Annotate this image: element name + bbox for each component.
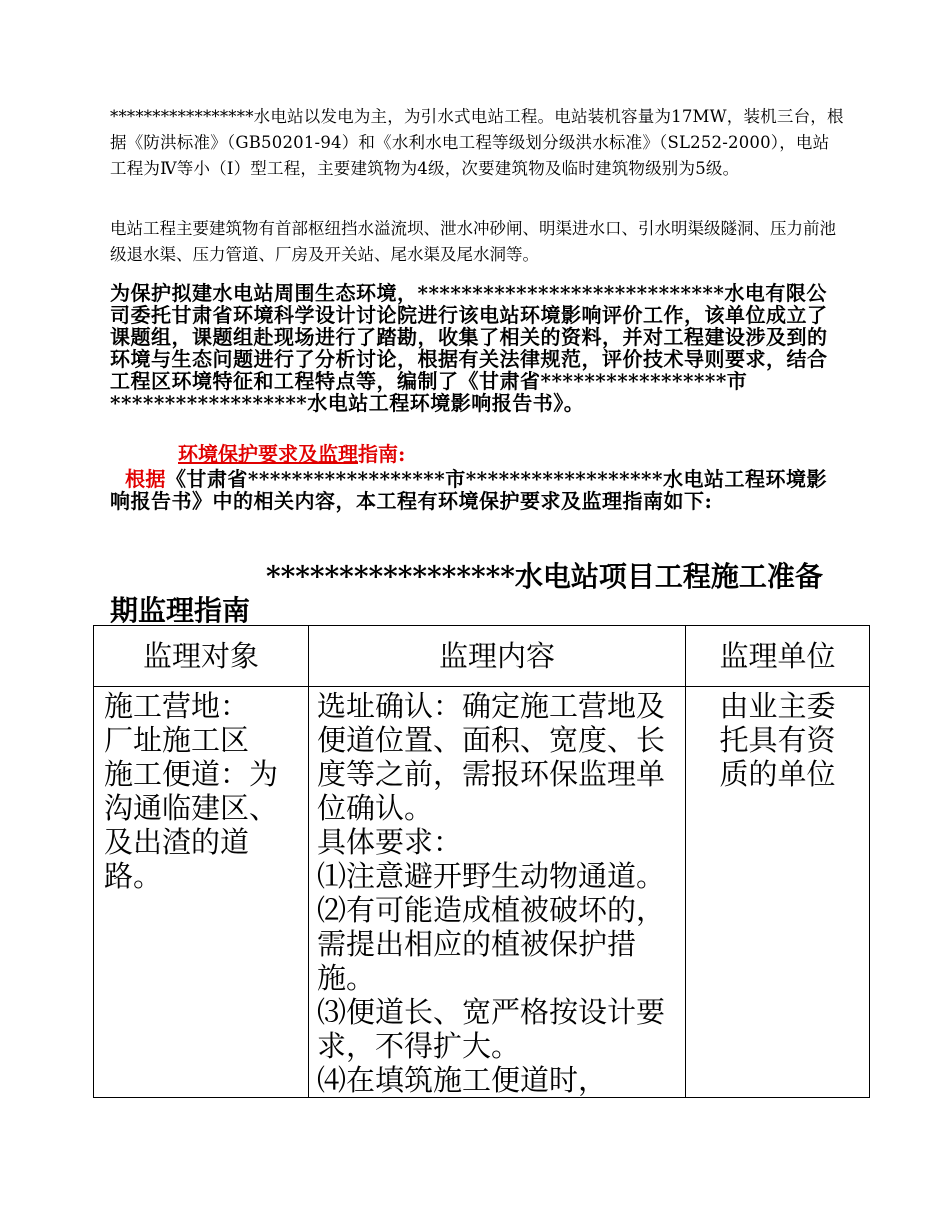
table-row bbox=[94, 687, 870, 1098]
cell-object-text: 施工营地： 厂址施工区 施工便道：为沟通临建区、及出渣的道路。 bbox=[104, 689, 279, 893]
guide-heading bbox=[178, 442, 405, 466]
basis-text: 《甘肃省******************市******************水电站工程环境影响报告书》中的相关内容，本工程有环境保护要求及监理指南如下: bbox=[110, 467, 827, 513]
cell-unit-text: 由业主委托具有资质的单位 bbox=[719, 689, 836, 791]
guide-heading-underlined: 环境保护要求及监理 bbox=[178, 442, 358, 466]
intro-paragraph-1: *****************水电站以发电为主，为引水式电站工程。电站装机容量为17MW，装机三台，根据《防洪标准》（GB50201-94）和《水利水电工程等级划分级洪水标准》（SL252-2000），电站工程为Ⅳ等小（Ⅰ）型工程，主要建筑物为4级，次要建筑物及临时建筑物级别为5级。 bbox=[110, 107, 844, 178]
cell-unit bbox=[686, 687, 870, 1098]
cell-content-text: 选址确认：确定施工营地及便道位置、面积、宽度、长度等之前，需报环保监理单位确认。 具体要求： ⑴注意避开野生动物通道。 ⑵有可能造成植被破坏的，需提出相应的植被保护措施。 ⑶便道长、宽严格按设计要求，不得扩大。 ⑷在填筑施工便道时， bbox=[317, 689, 666, 1097]
table-header-row bbox=[94, 626, 870, 687]
basis-lead: 根据 bbox=[124, 467, 166, 491]
supervision-table bbox=[93, 625, 870, 1098]
intro-paragraph-2: 电站工程主要建筑物有首部枢纽挡水溢流坝、泄水冲砂闸、明渠进水口、引水明渠级隧洞、压力前池级退水渠、压力管道、厂房及开关站、尾水渠及尾水洞等。 bbox=[110, 219, 836, 264]
header-object: 监理对象 bbox=[94, 626, 309, 687]
intro-paragraph-3: 为保护拟建水电站周围生态环境，****************************水电有限公司委托甘肃省环境科学设计讨论院进行该电站环境影响评价工作，该单位成立了课题组，课题组赴现场进行了踏勘，收集了相关的资料，并对工程建设涉及到的环境与生态问题进行了分析讨论，根据有关法律规范，评价技术导则要求，结合工程区环境特征和工程特点等，编制了《甘肃省*****************市******************水电站工程环境影响报告书》。 bbox=[110, 281, 828, 415]
guide-heading-rest: 指南: bbox=[358, 442, 406, 466]
cell-object bbox=[94, 687, 309, 1098]
header-content: 监理内容 bbox=[309, 626, 686, 687]
header-unit: 监理单位 bbox=[686, 626, 870, 687]
table-title: *****************水电站项目工程施工准备期监理指南 bbox=[110, 560, 823, 627]
cell-content bbox=[309, 687, 686, 1098]
basis-paragraph bbox=[110, 468, 845, 512]
